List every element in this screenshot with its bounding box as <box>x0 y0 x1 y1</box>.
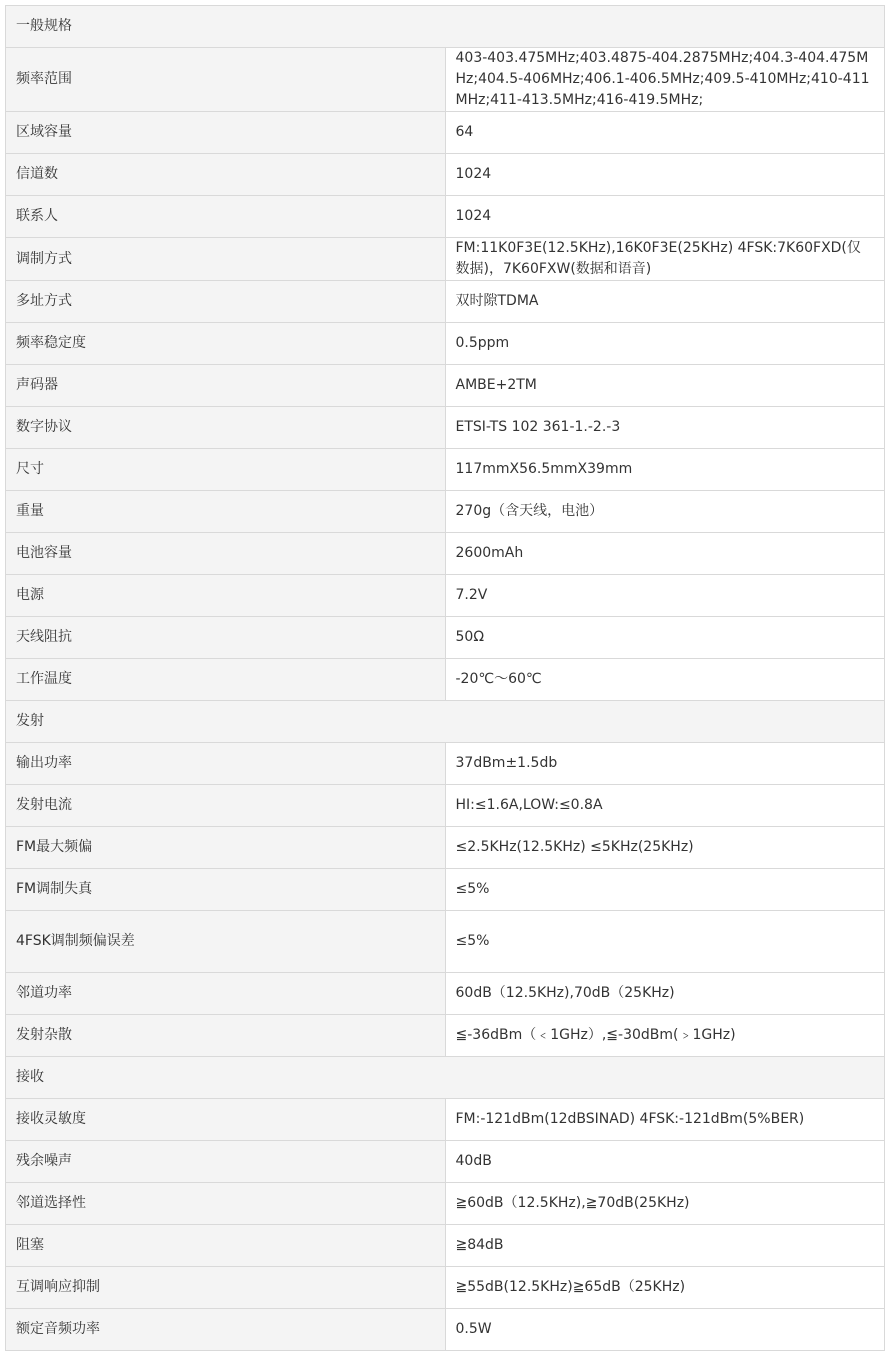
row-label: 发射电流 <box>6 785 446 827</box>
row-value: ≦-36dBm（﹤1GHz）,≦-30dBm(﹥1GHz) <box>445 1015 885 1057</box>
row-label: 4FSK调制频偏误差 <box>6 911 446 973</box>
table-row <box>6 1183 885 1225</box>
row-value: 64 <box>445 112 885 154</box>
row-label: 数字协议 <box>6 407 446 449</box>
row-value: ≤5% <box>445 911 885 973</box>
row-label: 工作温度 <box>6 659 446 701</box>
row-label: 发射杂散 <box>6 1015 446 1057</box>
row-value: ≧55dB(12.5KHz)≧65dB（25KHz) <box>445 1267 885 1309</box>
table-row <box>6 238 885 281</box>
row-label: 联系人 <box>6 196 446 238</box>
row-value: ≤2.5KHz(12.5KHz) ≤5KHz(25KHz) <box>445 827 885 869</box>
section-header <box>6 701 885 743</box>
row-label: 信道数 <box>6 154 446 196</box>
row-value: 60dB（12.5KHz),70dB（25KHz) <box>445 973 885 1015</box>
table-row <box>6 1141 885 1183</box>
row-value: ≤5% <box>445 869 885 911</box>
table-row <box>6 48 885 112</box>
row-label: 输出功率 <box>6 743 446 785</box>
table-row <box>6 449 885 491</box>
row-value: 50Ω <box>445 617 885 659</box>
table-row <box>6 869 885 911</box>
row-value: FM:-121dBm(12dBSINAD) 4FSK:-121dBm(5%BER) <box>445 1099 885 1141</box>
table-row <box>6 575 885 617</box>
row-value: 117mmX56.5mmX39mm <box>445 449 885 491</box>
row-value: AMBE+2TM <box>445 365 885 407</box>
table-row <box>6 1225 885 1267</box>
row-label: 调制方式 <box>6 238 446 281</box>
row-value: 403-403.475MHz;403.4875-404.2875MHz;404.3-404.475MHz;404.5-406MHz;406.1-406.5MHz;409.5-410MHz;410-411MHz;411-413.5MHz;416-419.5MHz; <box>445 48 885 112</box>
row-value: FM:11K0F3E(12.5KHz),16K0F3E(25KHz) 4FSK:7K60FXD(仅数据)，7K60FXW(数据和语音) <box>445 238 885 281</box>
table-row <box>6 1267 885 1309</box>
section-header <box>6 1057 885 1099</box>
row-label: 额定音频功率 <box>6 1309 446 1351</box>
row-label: 邻道功率 <box>6 973 446 1015</box>
row-label: FM调制失真 <box>6 869 446 911</box>
row-value: ≧60dB（12.5KHz),≧70dB(25KHz) <box>445 1183 885 1225</box>
row-label: 频率范围 <box>6 48 446 112</box>
row-value: -20℃～60℃ <box>445 659 885 701</box>
row-label: 多址方式 <box>6 281 446 323</box>
spec-table <box>5 5 885 1351</box>
table-row <box>6 323 885 365</box>
row-value: ETSI-TS 102 361-1.-2.-3 <box>445 407 885 449</box>
table-row <box>6 617 885 659</box>
table-row <box>6 659 885 701</box>
table-row <box>6 533 885 575</box>
row-value: 2600mAh <box>445 533 885 575</box>
table-row <box>6 1099 885 1141</box>
row-label: 尺寸 <box>6 449 446 491</box>
row-label: 声码器 <box>6 365 446 407</box>
table-row <box>6 491 885 533</box>
row-label: 接收灵敏度 <box>6 1099 446 1141</box>
row-label: 互调响应抑制 <box>6 1267 446 1309</box>
table-row <box>6 196 885 238</box>
row-value: ≧84dB <box>445 1225 885 1267</box>
row-label: 残余噪声 <box>6 1141 446 1183</box>
table-row <box>6 281 885 323</box>
section-header <box>6 6 885 48</box>
table-row <box>6 1309 885 1351</box>
row-label: 频率稳定度 <box>6 323 446 365</box>
table-row <box>6 407 885 449</box>
table-row <box>6 1015 885 1057</box>
row-value: 1024 <box>445 196 885 238</box>
row-value: 0.5W <box>445 1309 885 1351</box>
table-row <box>6 365 885 407</box>
row-label: 阻塞 <box>6 1225 446 1267</box>
row-value: 270g（含天线，电池） <box>445 491 885 533</box>
row-value: 40dB <box>445 1141 885 1183</box>
table-row <box>6 112 885 154</box>
row-label: 区域容量 <box>6 112 446 154</box>
row-value: HI:≤1.6A,LOW:≤0.8A <box>445 785 885 827</box>
table-row <box>6 973 885 1015</box>
row-label: 重量 <box>6 491 446 533</box>
table-row <box>6 743 885 785</box>
row-value: 37dBm±1.5db <box>445 743 885 785</box>
section-title: 发射 <box>6 701 885 743</box>
table-row <box>6 154 885 196</box>
table-row <box>6 911 885 973</box>
section-title: 一般规格 <box>6 6 885 48</box>
row-value: 1024 <box>445 154 885 196</box>
row-label: 电池容量 <box>6 533 446 575</box>
row-label: 天线阻抗 <box>6 617 446 659</box>
table-row <box>6 785 885 827</box>
row-label: FM最大频偏 <box>6 827 446 869</box>
row-value: 双时隙TDMA <box>445 281 885 323</box>
row-value: 0.5ppm <box>445 323 885 365</box>
row-label: 电源 <box>6 575 446 617</box>
section-title: 接收 <box>6 1057 885 1099</box>
table-row <box>6 827 885 869</box>
row-value: 7.2V <box>445 575 885 617</box>
row-label: 邻道选择性 <box>6 1183 446 1225</box>
